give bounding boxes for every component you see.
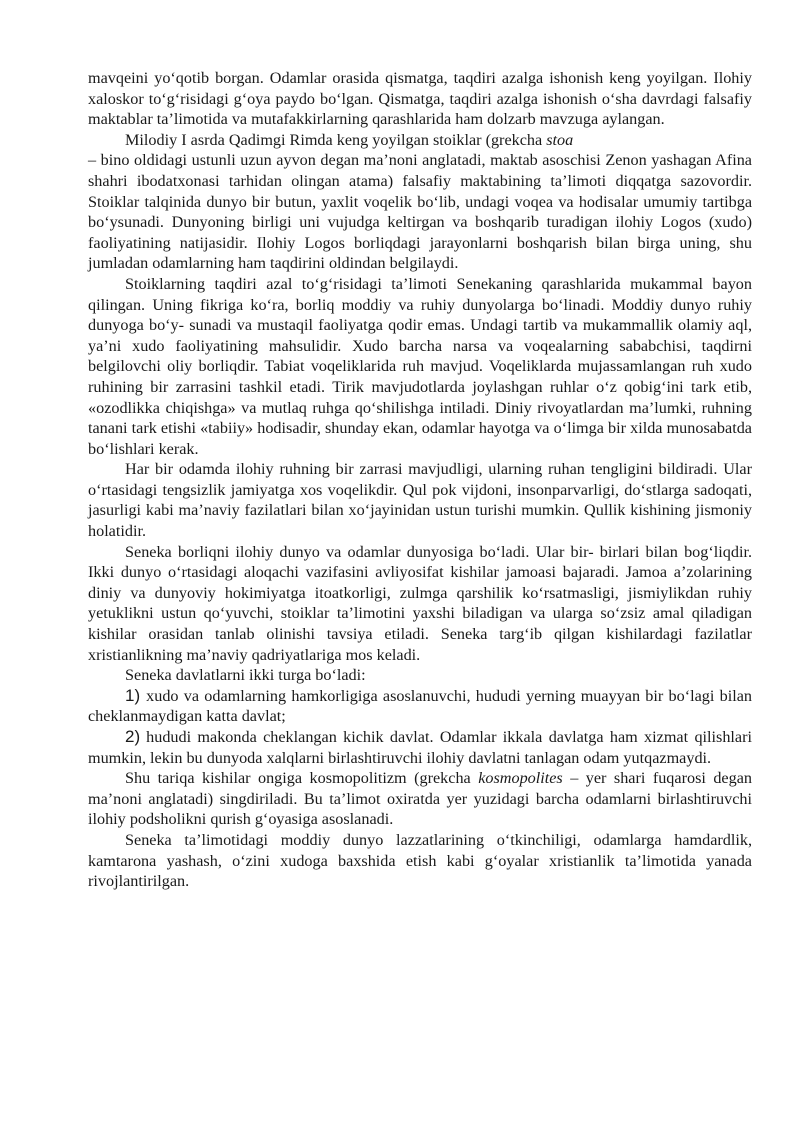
paragraph-state-types: Seneka davlatlarni ikki turga boʻladi: xyxy=(125,666,366,685)
list-item-2 xyxy=(88,727,752,768)
text-run: – yer shari fuqarosi degan maʼnoni anglatadi) singdiriladi. Bu taʼlimot oxiratda yer yuzidagi barcha odamlarni birlashtiruvchi ilohiy podsholikni qurish gʻoyasiga asoslanadi. xyxy=(88,769,752,829)
list-number: 2) xyxy=(125,727,141,746)
text-run: Milodiy I asrda Qadimgi Rimda keng yoyilgan stoiklar (grekcha xyxy=(125,130,547,149)
list-text: hududi makonda cheklangan kichik davlat. Odamlar ikkala davlatga ham xizmat qilishlari mumkin, lekin bu dunyoda xalqlarni birlashtiruvchi ilohiy davlatni tanlagan odam yutqazmaydi. xyxy=(88,728,752,767)
list-number: 1) xyxy=(125,685,141,705)
term-kosmopolites: kosmopolites xyxy=(478,769,563,788)
list-text: xudo va odamlarning hamkorligiga asoslanuvchi, hududi yerning muayyan bir boʻlagi bilan cheklanmaydigan katta davlat; xyxy=(88,686,752,726)
paragraph-stoics-intro-cont: – bino oldidagi ustunli uzun ayvon degan maʼnoni anglatadi, maktab asoschisi Zenon yashagan Afina shahri ibodatxonasi tarhidan olingan atama) falsafiy maktabining taʼlimoti diqqatga sazovordir. Stoiklar talqinida dunyo bir butun, yaxlit voqelik boʻlib, undagi voqea va hodisalar umumiy tartibga boʻysunadi. Dunyoning birligi uni vujudga keltirgan va boshqarib turadigan ilohiy Logos (xudo) faoliyatining natijasidir. Ilohiy Logos borliqdagi jarayonlarni boshqarish bilan birga uning, shu jumladan odamlarning ham taqdirini oldindan belgilaydi. xyxy=(88,151,752,273)
paragraph-christian-legacy: Seneka taʼlimotidagi moddiy dunyo lazzatlarining oʻtkinchiligi, odamlarga hamdardlik, kamtarona yashash, oʻzini xudoga baxshida etish kabi gʻoyalar xristianlik taʼlimotida yanada rivojlantirilgan. xyxy=(88,830,752,891)
paragraph-continuation: mavqeini yoʻqotib borgan. Odamlar orasida qismatga, taqdiri azalga ishonish keng yoyilgan. Ilohiy xaloskor toʻgʻrisidagi gʻoya paydo boʻlgan. Qismatga, taqdiri azalga ishonish oʻsha davrdagi falsafiy maktablar taʼlimotida va mutafakkirlarning qarashlarida ham dolzarb mavzuga aylangan. xyxy=(88,69,752,129)
document-page xyxy=(88,68,752,892)
paragraph-seneca-teaching: Stoiklarning taqdiri azal toʻgʻrisidagi taʼlimoti Senekaning qarashlarida mukammal bayon qilingan. Uning fikriga koʻra, borliq moddiy va ruhiy dunyolarga boʻlinadi. Moddiy dunyo ruhiy dunyoga boʻy- sunadi va mustaqil faoliyatga qodir emas. Undagi tartib va mukammallik olamiy aql, yaʼni xudo faoliyatining mahsulidir. Xudo barcha narsa va voqealarning sababchisi, taqdirni belgilovchi oliy borliqdir. Tabiat voqeliklarida ruh mavjud. Voqeliklarda mujassamlangan ruh xudo ruhining bir zarrasini tashkil etadi. Tirik mavjudotlarda joylashgan ruhlar oʻz qobigʻini tark etib, «ozodlikka chiqishga» va mutlaq ruhga qoʻshilishga intiladi. Diniy rivoyatlardan maʼlumki, ruhning tanani tark etishi «tabiiy» hodisadir, shunday ekan, odamlar hayotga va oʻlimga bir xilda munosabatda boʻlishlari kerak. xyxy=(88,274,752,458)
paragraph-two-worlds: Seneka borliqni ilohiy dunyo va odamlar dunyosiga boʻladi. Ular bir- birlari bilan bogʻliqdir. Ikki dunyo oʻrtasidagi aloqachi vazifasini avliyosifat kishilar jamoasi bajaradi. Jamoa aʼzolarining diniy va dunyoviy hokimiyatga itoatkorligi, zulmga qarshilik koʻrsatmasligi, jismiylikdan ruhiy yetuklikni ustun qoʻyuvchi, stoiklar taʼlimotini yaxshi biladigan va ularga soʻzsiz amal qiladigan kishilar orasidan tanlab olinishi tavsiya etiladi. Seneka targʻib qilgan kishilardagi fazilatlar xristianlikning maʼnaviy qadriyatlariga mos keladi. xyxy=(88,542,752,664)
list-item-1 xyxy=(88,686,752,727)
text-run: Shu tariqa kishilar ongiga kosmopolitizm (grekcha xyxy=(125,769,479,788)
paragraph-spirit-equality: Har bir odamda ilohiy ruhning bir zarrasi mavjudligi, ularning ruhan tengligini bildiradi. Ular oʻrtasidagi tengsizlik jamiyatga xos voqelikdir. Qul pok vijdoni, insonparvarligi, doʻstlarga sadoqati, jasurligi kabi maʼnaviy fazilatlari bilan xoʻjayinidan ustun turishi mumkin. Qullik kishining jismoniy holatidir. xyxy=(88,460,752,541)
paragraph-cosmopolitanism xyxy=(88,768,752,830)
paragraph-stoics-intro xyxy=(88,130,752,151)
term-stoa: stoa xyxy=(546,130,574,149)
